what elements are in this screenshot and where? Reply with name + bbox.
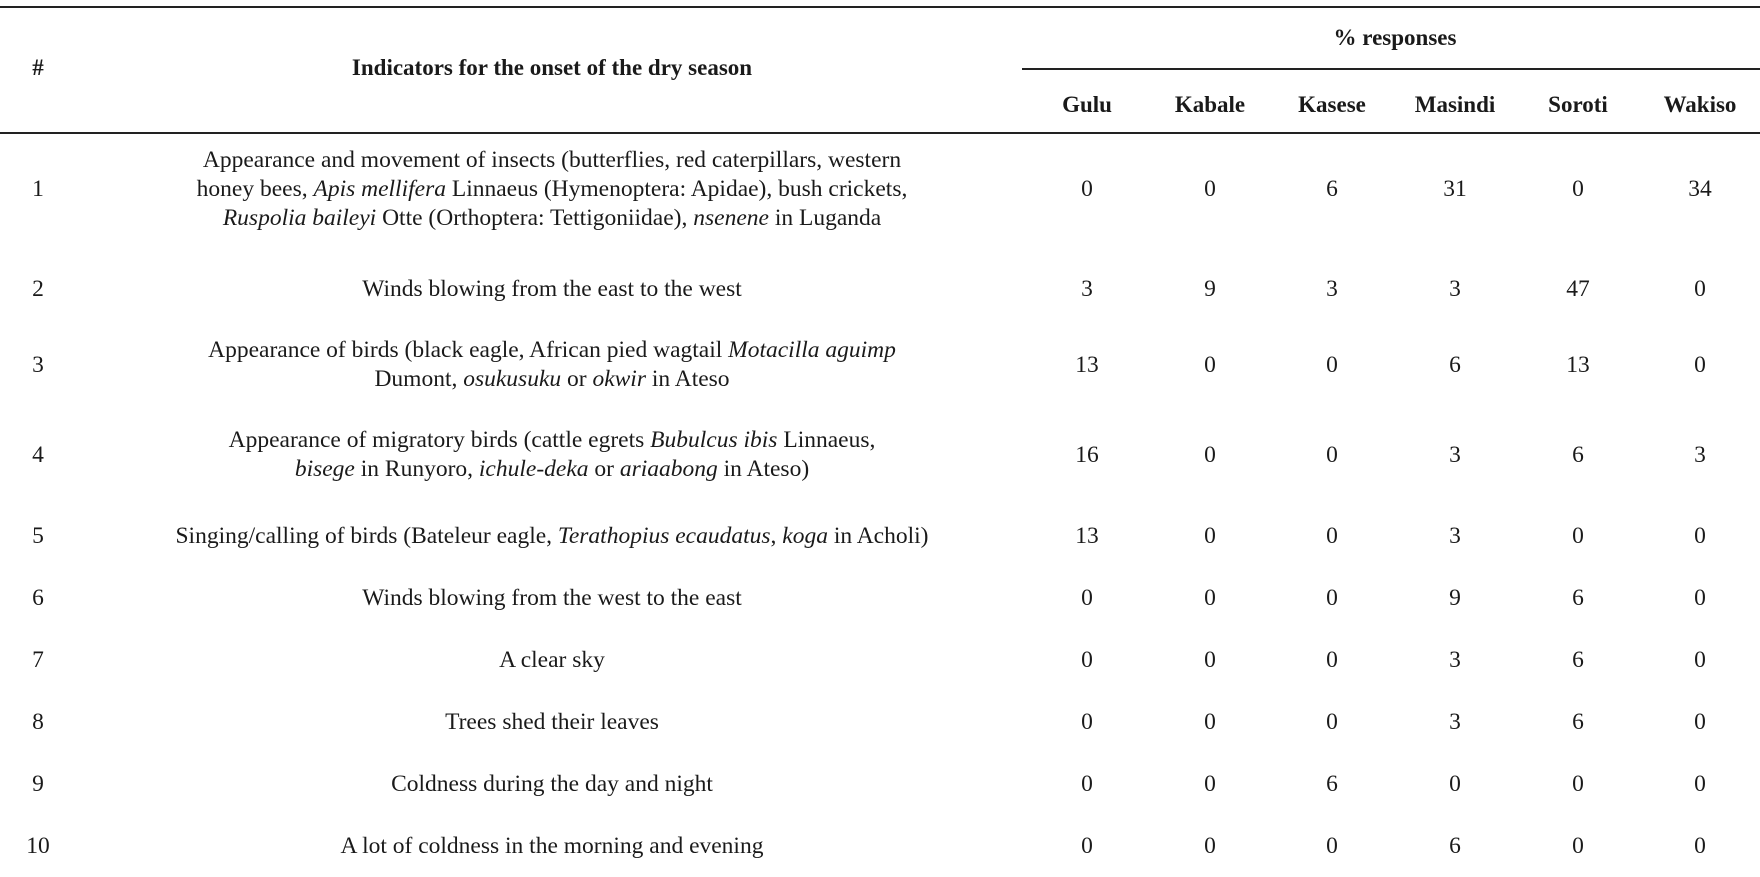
value-cell-gulu: 0 [1081,770,1093,797]
indicator-description [499,646,605,675]
species-name: okwir [592,366,646,392]
value-cell-kabale: 0 [1204,832,1216,859]
value-cell-kasese: 0 [1326,708,1338,735]
indicator-text: Linnaeus (Hymenoptera: Apidae), bush crickets, [445,175,908,202]
value-cell-kasese: 0 [1326,832,1338,859]
species-name: bisege [294,456,355,482]
species-name: Ruspolia baileyi [222,204,377,231]
header-num: # [32,55,44,80]
indicator-description [362,584,742,613]
value-cell-kabale: 0 [1204,175,1216,202]
value-cell-soroti: 0 [1572,175,1584,202]
indicator-line [197,204,908,233]
row-number: 6 [32,584,44,611]
value-cell-kabale: 0 [1204,584,1216,611]
value-cell-soroti: 0 [1572,832,1584,859]
indicator-line [445,708,659,737]
value-cell-masindi: 3 [1449,522,1461,549]
value-cell-kasese: 6 [1326,175,1338,202]
value-cell-kasese: 3 [1326,275,1338,302]
species-name: Bubulcus ibis [650,427,778,453]
value-cell-gulu: 13 [1075,522,1099,549]
value-cell-kabale: 0 [1204,441,1216,468]
indicator-description [391,770,713,799]
indicator-line [229,426,876,455]
value-cell-wakiso: 34 [1688,175,1712,202]
indicator-text: honey bees, [196,175,314,202]
species-name: Terathopius ecaudatus [557,522,771,549]
indicator-text: in Luganda [768,204,882,231]
header-group-responses: % responses [1333,25,1457,50]
indicator-description [175,522,928,551]
value-cell-kabale: 0 [1204,646,1216,673]
row-number: 4 [32,441,44,468]
value-cell-soroti: 0 [1572,522,1584,549]
indicator-text: Appearance of migratory birds (cattle egrets [228,427,651,453]
indicator-text: Coldness during the day and night [391,770,713,797]
indicator-description [341,832,764,861]
value-cell-soroti: 6 [1572,584,1584,611]
value-cell-kabale: 9 [1204,275,1216,302]
value-cell-gulu: 3 [1081,275,1093,302]
value-cell-soroti: 0 [1572,770,1584,797]
indicator-line [175,522,928,551]
indicator-text: Winds blowing from the west to the east [362,584,742,611]
column-header-wakiso: Wakiso [1663,92,1737,117]
value-cell-masindi: 31 [1443,175,1467,202]
value-cell-soroti: 47 [1566,275,1590,302]
row-number: 2 [32,275,44,302]
indicator-text: in Acholi) [827,522,929,549]
value-cell-wakiso: 0 [1694,646,1706,673]
indicator-line [208,336,896,365]
species-name: Motacilla aguimp [728,337,896,363]
row-number: 9 [32,770,44,797]
value-cell-masindi: 3 [1449,646,1461,673]
indicator-text: A lot of coldness in the morning and evening [340,832,764,859]
species-name: nsenene [693,204,769,231]
column-header-kasese: Kasese [1298,92,1366,117]
value-cell-soroti: 6 [1572,441,1584,468]
indicator-text: Linnaeus, [777,427,876,453]
value-cell-kabale: 0 [1204,351,1216,378]
column-header-soroti: Soroti [1548,92,1608,117]
header-bottom-rule [0,132,1760,134]
value-cell-masindi: 3 [1449,275,1461,302]
value-cell-gulu: 0 [1081,832,1093,859]
value-cell-soroti: 13 [1566,351,1590,378]
indicator-line [499,646,605,675]
value-cell-wakiso: 3 [1694,441,1706,468]
row-number: 1 [32,175,44,202]
indicator-text: Trees shed their leaves [445,708,659,735]
value-cell-masindi: 9 [1449,584,1461,611]
indicator-text: in Ateso) [717,456,810,482]
value-cell-masindi: 3 [1449,708,1461,735]
indicator-text: or [588,456,620,482]
value-cell-kasese: 0 [1326,584,1338,611]
species-name: osukusuku [463,366,562,392]
row-number: 10 [26,832,50,859]
value-cell-wakiso: 0 [1694,584,1706,611]
species-name: ichule-deka [478,456,589,482]
indicator-text: Winds blowing from the east to the west [362,275,742,302]
indicator-line [362,275,742,304]
value-cell-gulu: 0 [1081,708,1093,735]
value-cell-soroti: 6 [1572,708,1584,735]
value-cell-wakiso: 0 [1694,832,1706,859]
indicator-text: or [561,366,593,392]
indicator-text: in Ateso [645,366,730,392]
species-name: ariaabong [619,456,718,482]
indicator-text: Appearance of birds (black eagle, African pied wagtail [208,337,729,363]
value-cell-masindi: 6 [1449,832,1461,859]
indicator-text: Otte (Orthoptera: Tettigoniidae), [376,204,694,231]
row-number: 7 [32,646,44,673]
value-cell-kasese: 0 [1326,646,1338,673]
row-number: 5 [32,522,44,549]
value-cell-masindi: 6 [1449,351,1461,378]
value-cell-gulu: 0 [1081,584,1093,611]
indicator-line [391,770,713,799]
indicator-line [208,365,896,394]
indicator-text: A clear sky [499,646,605,673]
value-cell-wakiso: 0 [1694,351,1706,378]
indicator-description [445,708,659,737]
table-top-rule [0,6,1760,8]
indicator-description [362,275,742,304]
row-number: 3 [32,351,44,378]
indicator-text: Singing/calling of birds (Bateleur eagle, [175,522,558,549]
indicator-description [197,146,908,233]
indicator-line [197,146,908,175]
column-header-kabale: Kabale [1174,92,1246,117]
value-cell-kabale: 0 [1204,522,1216,549]
value-cell-wakiso: 0 [1694,275,1706,302]
value-cell-kasese: 0 [1326,522,1338,549]
value-cell-soroti: 6 [1572,646,1584,673]
value-cell-gulu: 0 [1081,175,1093,202]
value-cell-kasese: 6 [1326,770,1338,797]
indicator-description [208,336,896,394]
indicator-line [362,584,742,613]
group-header-rule [1022,68,1760,70]
indicator-text: , [770,522,783,549]
value-cell-gulu: 16 [1075,441,1099,468]
value-cell-kasese: 0 [1326,441,1338,468]
column-header-gulu: Gulu [1062,92,1112,117]
value-cell-gulu: 13 [1075,351,1099,378]
value-cell-wakiso: 0 [1694,708,1706,735]
header-indicator: Indicators for the onset of the dry season [351,55,753,80]
value-cell-masindi: 0 [1449,770,1461,797]
indicator-text: Appearance and movement of insects (butterflies, red caterpillars, western [202,146,902,173]
indicator-line [229,455,876,484]
value-cell-kabale: 0 [1204,708,1216,735]
indicator-text: in Runyoro, [354,456,479,482]
value-cell-masindi: 3 [1449,441,1461,468]
value-cell-kabale: 0 [1204,770,1216,797]
indicator-description [229,426,876,484]
value-cell-wakiso: 0 [1694,770,1706,797]
value-cell-kasese: 0 [1326,351,1338,378]
column-header-masindi: Masindi [1414,92,1496,117]
value-cell-gulu: 0 [1081,646,1093,673]
indicator-text: Dumont, [374,366,464,392]
indicator-line [341,832,764,861]
species-name: Apis mellifera [313,175,446,202]
indicator-line [197,175,908,204]
species-name: koga [782,522,828,549]
value-cell-wakiso: 0 [1694,522,1706,549]
row-number: 8 [32,708,44,735]
